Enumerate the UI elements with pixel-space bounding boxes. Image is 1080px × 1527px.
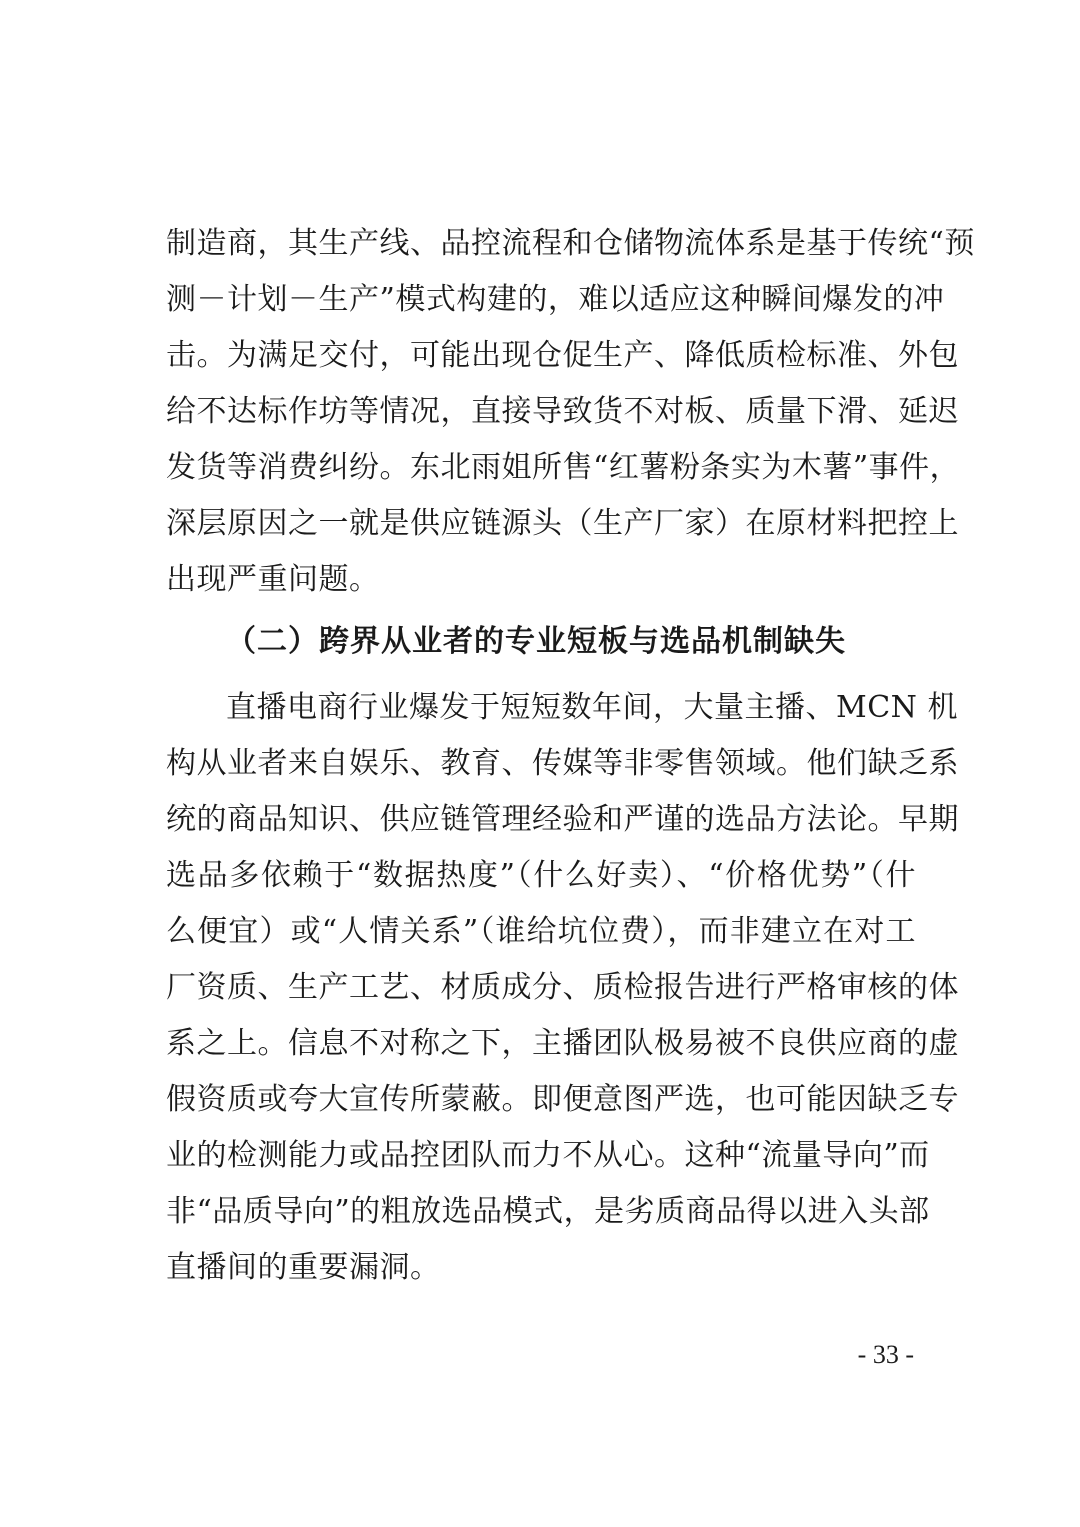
text-line: 系之上。信息不对称之下，主播团队极易被不良供应商的虚 xyxy=(166,1026,959,1061)
text-line: 业的检测能力或品控团队而力不从心。这种“流量导向”而 xyxy=(166,1138,930,1173)
text-line: 选品多依赖于“数据热度”（什么好卖）、“价格优势”（什 xyxy=(166,858,916,893)
text-line: 直播间的重要漏洞。 xyxy=(166,1250,441,1285)
text-line: 给不达标作坊等情况，直接导致货不对板、质量下滑、延迟 xyxy=(166,394,959,429)
text-line: 统的商品知识、供应链管理经验和严谨的选品方法论。早期 xyxy=(166,802,959,837)
text-line: 非“品质导向”的粗放选品模式，是劣质商品得以进入头部 xyxy=(166,1194,930,1229)
page-number: - 33 - xyxy=(857,1340,914,1369)
text-line: 构从业者来自娱乐、教育、传媒等非零售领域。他们缺乏系 xyxy=(166,746,959,781)
text-line: 么便宜）或“人情关系”（谁给坑位费），而非建立在对工 xyxy=(166,914,916,949)
text-line: 制造商，其生产线、品控流程和仓储物流体系是基于传统“预 xyxy=(166,226,975,261)
section-heading: （二）跨界从业者的专业短板与选品机制缺失 xyxy=(226,624,846,659)
text-line: 发货等消费纠纷。东北雨姐所售“红薯粉条实为木薯”事件， xyxy=(166,450,961,485)
text-line: 深层原因之一就是供应链源头（生产厂家）在原材料把控上 xyxy=(166,506,959,541)
text-line: 直播电商行业爆发于短短数年间，大量主播、MCN 机 xyxy=(226,690,958,725)
text-line: 厂资质、生产工艺、材质成分、质检报告进行严格审核的体 xyxy=(166,970,959,1005)
text-line: 测－计划－生产”模式构建的，难以适应这种瞬间爆发的冲 xyxy=(166,282,945,317)
text-line: 假资质或夸大宣传所蒙蔽。即便意图严选，也可能因缺乏专 xyxy=(166,1082,959,1117)
text-line: 出现严重问题。 xyxy=(166,562,380,597)
text-line: 击。为满足交付，可能出现仓促生产、降低质检标准、外包 xyxy=(166,338,959,373)
